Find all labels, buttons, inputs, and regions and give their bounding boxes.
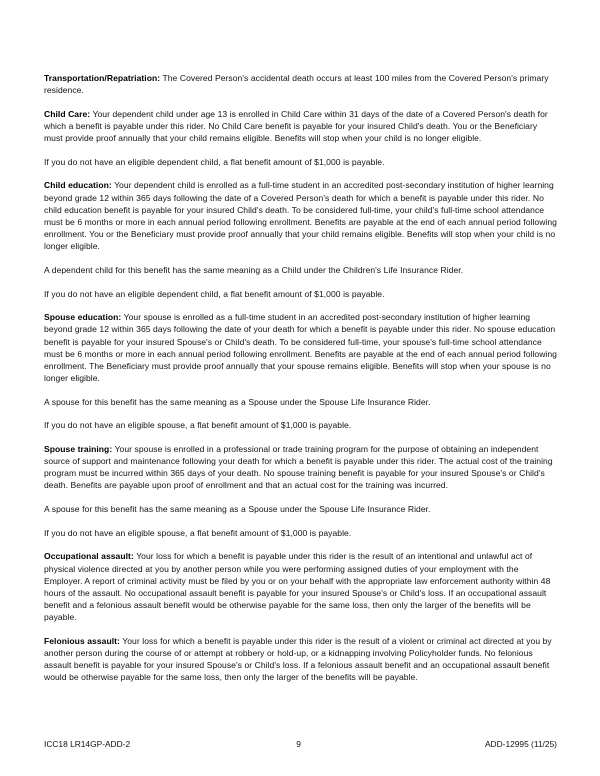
paragraph-lead-in: Spouse training: xyxy=(44,443,113,454)
paragraph-text: Your dependent child under age 13 is enrolled in Child Care within 31 days of the date of a Covered Person's death for which a benefit is payable under this rider. No Child Care benefit is payable for your insured Child's death. You or the Beneficiary must provide proof annually that your child remains eligible. Benefits will stop when your child is no longer eligible. xyxy=(44,108,548,144)
body-paragraph xyxy=(44,419,557,431)
page-footer xyxy=(44,739,557,750)
paragraph-text: A spouse for this benefit has the same meaning as a Spouse under the Spouse Life Insurance Rider. xyxy=(44,396,431,407)
document-body xyxy=(44,72,557,683)
paragraph-text: Your spouse is enrolled as a full-time student in an accredited post-secondary institution of higher learning beyond grade 12 within 365 days following the date of your death for which a benefit is payable under this rider. No spouse education benefit is payable for your insured Spouse's or Child's death. To be considered full-time, your spouse's full-time school attendance must be 6 months or more in each annual period following enrollment. Benefits are payable at the end of each annual period following enrollment. The Beneficiary must provide proof annually that your spouse remains eligible. Benefits will stop when your spouse is no longer eligible. xyxy=(44,312,557,383)
footer-document-code: ADD-12995 (11/25) xyxy=(484,739,557,749)
paragraph-text: If you do not have an eligible dependent child, a flat benefit amount of $1,000 is payable. xyxy=(44,156,385,167)
paragraph-text: Your loss for which a benefit is payable under this rider is the result of an intentional and unlawful act of physical violence directed at you by another person while you were performing assigned duties of your employment with the Employer. A report of criminal activity must be filed by you or on your behalf with the appropriate law enforcement authority within 48 hours of the assault. No occupational assault benefit is payable for your insured Spouse's or Child's loss. If an occupational assault benefit and a felonious assault benefit would be otherwise payable for the same loss, then only the larger of the benefits will be payable. xyxy=(44,551,551,623)
body-paragraph xyxy=(44,288,557,300)
body-paragraph xyxy=(44,156,557,168)
benefit-paragraph xyxy=(44,443,557,492)
paragraph-text: Your loss for which a benefit is payable under this rider is the result of a violent or criminal act directed at you by another person during the course of or attempt at robbery or hold-up, or a kidnapping involving Policyholder funds. No felonious assault benefit is payable for your insured Spouse's or Child's loss. If a felonious assault benefit and an occupational assault benefit would be otherwise payable for the same loss, then only the larger of the benefits will be payable. xyxy=(44,635,552,683)
benefit-paragraph xyxy=(44,311,557,384)
paragraph-lead-in: Felonious assault: xyxy=(44,635,120,646)
paragraph-text: A dependent child for this benefit has the same meaning as a Child under the Children's Life Insurance Rider. xyxy=(44,264,464,275)
footer-page-number: 9 xyxy=(296,739,301,749)
paragraph-text: A spouse for this benefit has the same meaning as a Spouse under the Spouse Life Insurance Rider. xyxy=(44,504,431,515)
footer-form-number: ICC18 LR14GP-ADD-2 xyxy=(44,739,131,749)
benefit-paragraph xyxy=(44,179,557,252)
body-paragraph xyxy=(44,264,557,276)
benefit-paragraph xyxy=(44,108,557,144)
paragraph-lead-in: Spouse education: xyxy=(44,312,122,323)
benefit-paragraph xyxy=(44,72,557,96)
benefit-paragraph xyxy=(44,550,557,623)
paragraph-text: If you do not have an eligible dependent child, a flat benefit amount of $1,000 is payable. xyxy=(44,288,385,299)
paragraph-lead-in: Occupational assault: xyxy=(44,551,134,562)
paragraph-text: If you do not have an eligible spouse, a flat benefit amount of $1,000 is payable. xyxy=(44,527,352,538)
paragraph-text: Your spouse is enrolled in a professional or trade training program for the purpose of obtaining an independent source of support and maintenance following your death for which a benefit is payable under this rider. The actual cost of the training program must be incurred within 365 days of your death. No spouse training benefit is payable for your insured Spouse's or Child's death. Benefits are payable upon proof of enrollment and that an actual cost for the training was incurred. xyxy=(44,443,553,491)
body-paragraph xyxy=(44,527,557,539)
paragraph-lead-in: Child education: xyxy=(44,180,112,191)
paragraph-lead-in: Child Care: xyxy=(44,108,91,119)
paragraph-lead-in: Transportation/Repatriation: xyxy=(44,73,161,83)
paragraph-text: Your dependent child is enrolled as a full-time student in an accredited post-secondary institution of higher learning beyond grade 12 within 365 days following the date of a Covered Person's death for which a benefit is payable under this rider. No child education benefit is payable for your insured Child's death. To be considered full-time, your child's full-time school attendance must be 6 months or more in each annual period following enrollment. Benefits are payable at the end of each annual period following enrollment. You or the Beneficiary must provide proof annually that your child remains eligible. Benefits will stop when your child is no longer eligible. xyxy=(44,180,557,252)
body-paragraph xyxy=(44,503,557,515)
paragraph-text: The Covered Person's accidental death occurs at least 100 miles from the Covered Person's primary residence. xyxy=(44,73,549,96)
body-paragraph xyxy=(44,396,557,408)
benefit-paragraph xyxy=(44,635,557,684)
paragraph-text: If you do not have an eligible spouse, a flat benefit amount of $1,000 is payable. xyxy=(44,420,352,431)
